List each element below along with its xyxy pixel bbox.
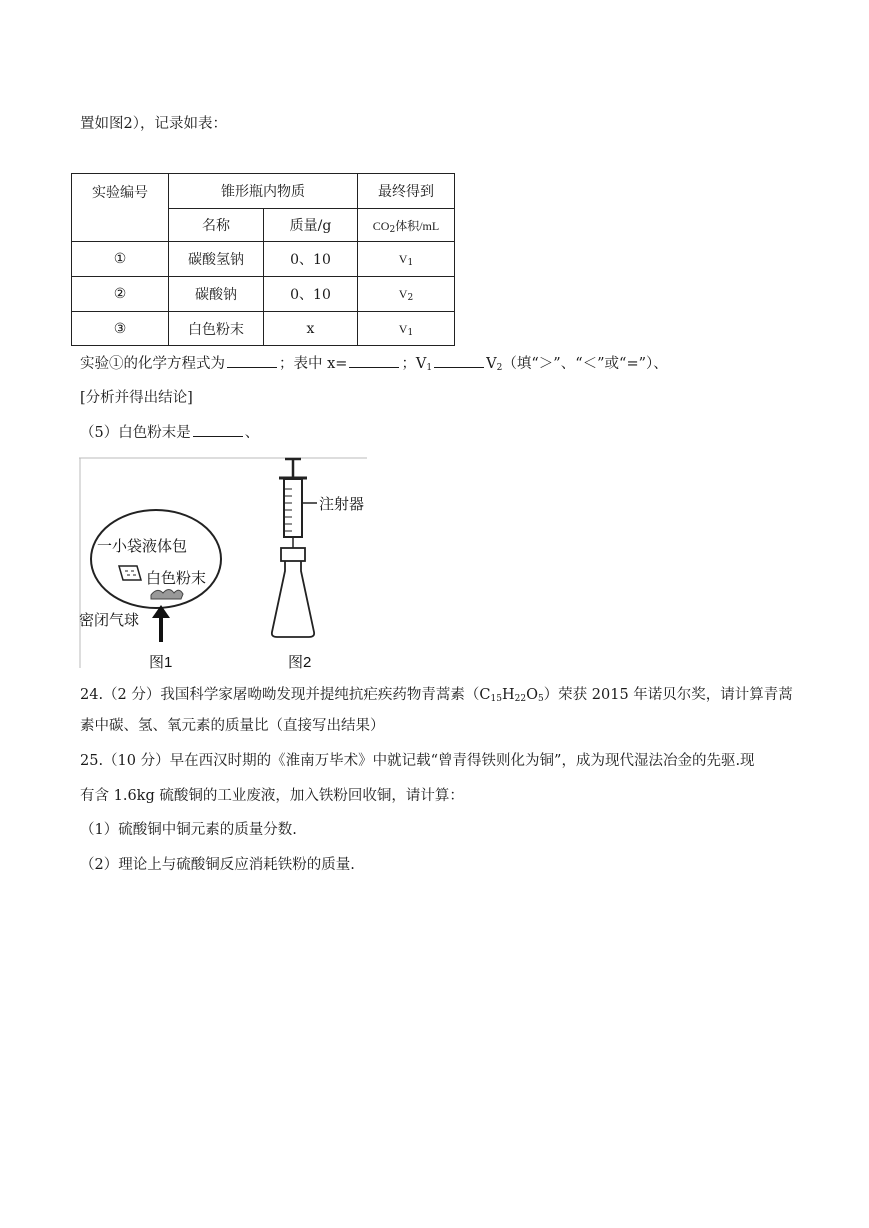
table-row: [72, 312, 455, 346]
header-experiment-no: 实验编号: [72, 174, 169, 242]
figure-1-caption: 图1: [149, 654, 173, 670]
powder-pile: [151, 590, 183, 600]
subheader-name: 名称: [169, 209, 264, 242]
question-25-part2: （2）理论上与硫酸铜反应消耗铁粉的质量.: [80, 857, 355, 873]
question-line: 实验①的化学方程式为 ；表中 x= ；$V_1$ $V_2$（填“＞”、“＜”或“=”）、: [80, 353, 668, 374]
question-25-line1: 25.（10 分）早在西汉时期的《淮南万毕术》中就记载“曾青得铁则化为铜”，成为现代湿法冶金的先驱.现: [80, 753, 755, 769]
answer-blank[interactable]: [193, 422, 243, 437]
cell-name: 白色粉末: [169, 312, 264, 346]
cell-no: ①: [72, 242, 169, 277]
table-row: [72, 242, 455, 277]
cell-no: ③: [72, 312, 169, 346]
experiment-figure: [79, 456, 369, 670]
subheader-mass: 质量/g: [264, 209, 358, 242]
subheader-co2-volume: $CO_2$体积/mL: [358, 209, 455, 242]
answer-blank[interactable]: [349, 353, 399, 368]
answer-blank[interactable]: [434, 353, 484, 368]
header-final: 最终得到: [358, 174, 455, 209]
liquid-bag-icon: [119, 566, 141, 580]
cell-name: 碳酸钠: [169, 277, 264, 312]
cell-volume: $V_1$: [358, 312, 455, 346]
apparatus-diagram: [79, 456, 369, 670]
question-25-part1: （1）硫酸铜中铜元素的质量分数.: [80, 822, 297, 838]
syringe-label: 注射器: [319, 496, 365, 513]
question-24-line1: 24.（2 分）我国科学家屠呦呦发现并提纯抗疟疾药物青蒿素$(C_{15}H_{22}O_5)$荣获 2015 年诺贝尔奖，请计算青蒿: [80, 687, 793, 704]
bag-label: 一小袋液体包: [97, 538, 188, 555]
cell-mass: 0、10: [264, 242, 358, 277]
cell-mass: x: [264, 312, 358, 346]
header-flask-contents: 锥形瓶内物质: [169, 174, 358, 209]
cell-mass: 0、10: [264, 277, 358, 312]
record-table: [71, 173, 455, 346]
answer-blank[interactable]: [227, 353, 277, 368]
cell-volume: $V_2$: [358, 277, 455, 312]
powder-label: 白色粉末: [146, 570, 207, 587]
cell-volume: $V_1$: [358, 242, 455, 277]
conical-flask-icon: [272, 548, 314, 637]
question-25-line2: 有含 1.6kg 硫酸铜的工业废液，加入铁粉回收铜，请计算：: [80, 788, 464, 804]
section-title: [分析并得出结论]: [80, 390, 193, 406]
intro-text: 置如图2），记录如表：: [80, 116, 227, 132]
cell-no: ②: [72, 277, 169, 312]
question-24-line2: 素中碳、氢、氧元素的质量比（直接写出结果）: [80, 718, 385, 734]
syringe-icon: [279, 459, 317, 548]
question-5: （5）白色粉末是 、: [80, 422, 259, 443]
balloon-label: 密闭气球: [79, 612, 140, 629]
figure-2-caption: 图2: [288, 654, 312, 670]
cell-name: 碳酸氢钠: [169, 242, 264, 277]
table-row: [72, 277, 455, 312]
